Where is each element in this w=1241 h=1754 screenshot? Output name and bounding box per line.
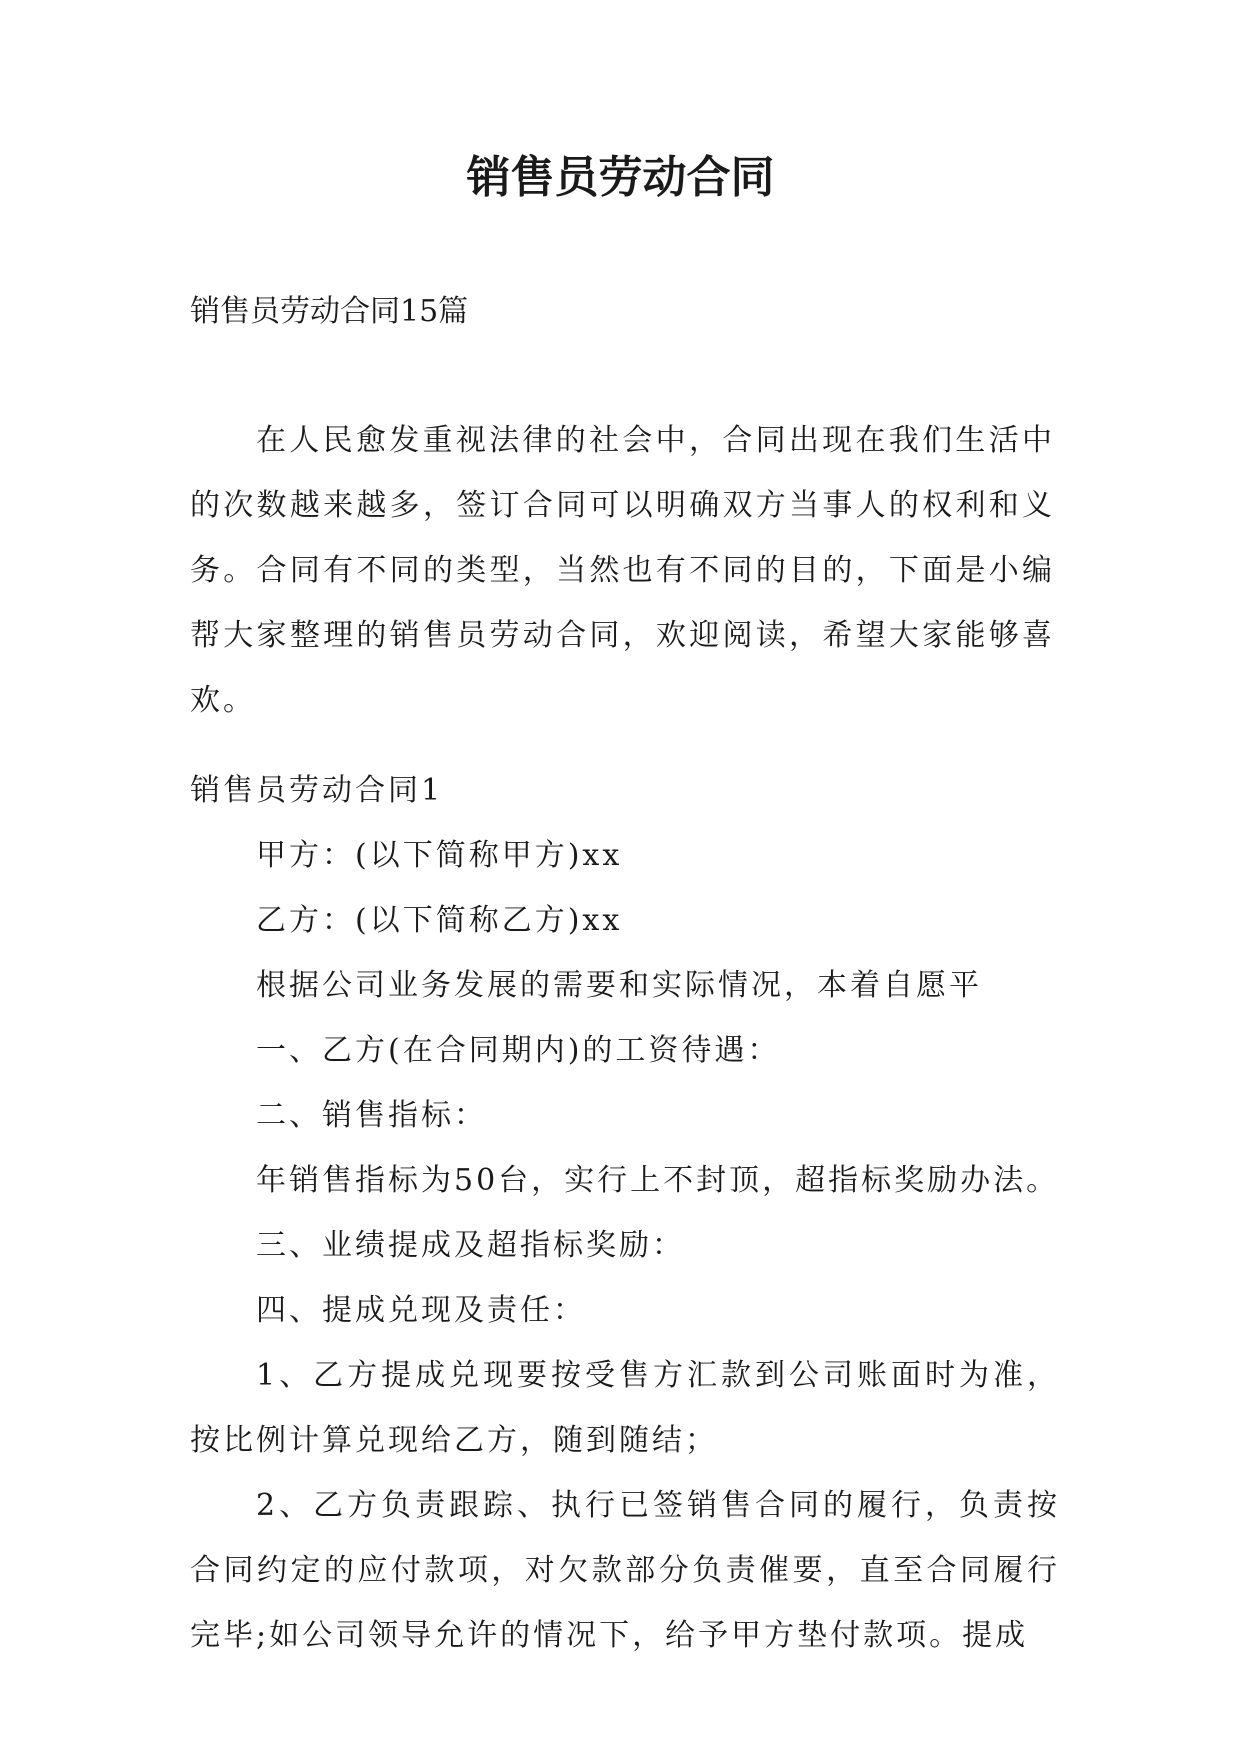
clause-1-paragraph: 1、乙方提成兑现要按受售方汇款到公司账面时为准，按比例计算兑现给乙方，随到随结；	[190, 1358, 1060, 1458]
document-title: 销售员劳动合同	[466, 152, 775, 203]
preamble-line: 根据公司业务发展的需要和实际情况，本着自愿平	[256, 968, 982, 1003]
clause-heading-payout: 四、提成兑现及责任：	[256, 1293, 586, 1328]
clause-2-paragraph: 2、乙方负责跟踪、执行已签销售合同的履行，负责按合同约定的应付款项，对欠款部分负责催要，直至合同履行完毕;如公司领导允许的情况下，给予甲方垫付款项。提成	[190, 1488, 1060, 1653]
clause-heading-commission: 三、业绩提成及超指标奖励：	[256, 1228, 685, 1263]
party-a-line: 甲方：(以下简称甲方)xx	[256, 838, 623, 873]
intro-paragraph: 在人民愈发重视法律的社会中，合同出现在我们生活中的次数越来越多，签订合同可以明确双方当事人的权利和义务。合同有不同的类型，当然也有不同的目的，下面是小编帮大家整理的销售员劳动合同，欢迎阅读，希望大家能够喜欢。	[190, 423, 1055, 718]
clause-heading-sales-target: 二、销售指标：	[256, 1098, 487, 1133]
party-b-line: 乙方：(以下简称乙方)xx	[256, 903, 623, 938]
document-subtitle: 销售员劳动合同15篇	[190, 294, 469, 329]
clause-heading-salary: 一、乙方(在合同期内)的工资待遇：	[256, 1033, 781, 1068]
contract-body	[190, 758, 1060, 1668]
section-heading: 销售员劳动合同1	[190, 773, 444, 808]
sales-target-line: 年销售指标为50台，实行上不封顶，超指标奖励办法。	[256, 1163, 1060, 1198]
